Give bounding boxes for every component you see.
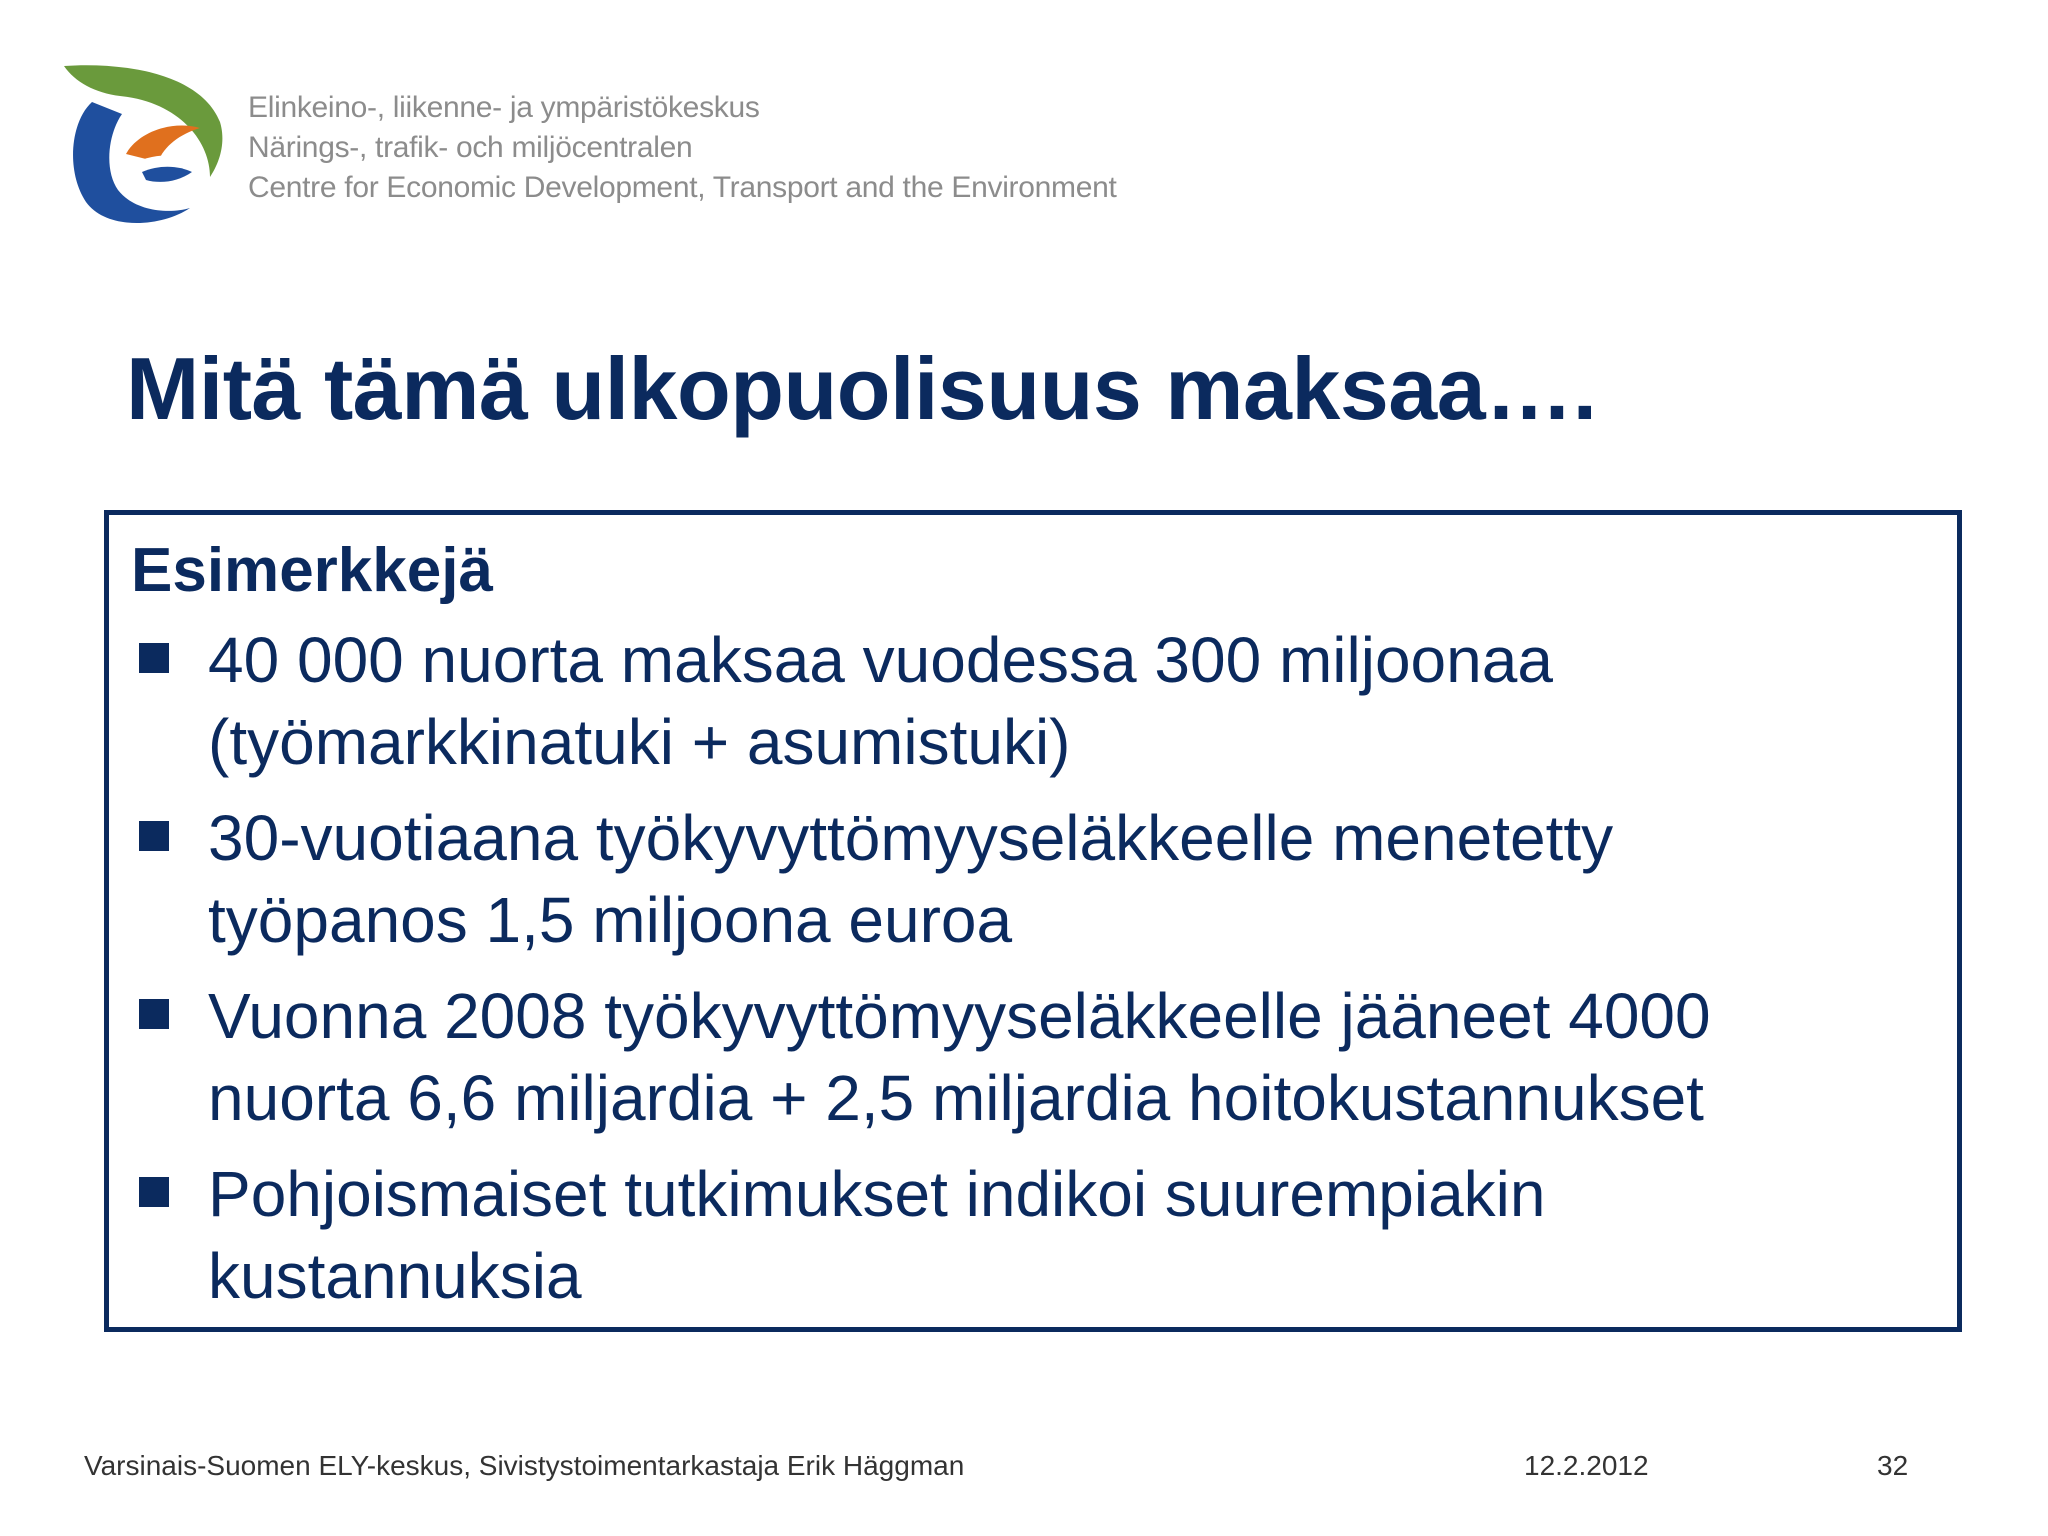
bullet-text-line: 40 000 nuorta maksaa vuodessa 300 miljoonaa bbox=[208, 624, 1553, 696]
slide-title: Mitä tämä ulkopuolisuus maksaa…. bbox=[126, 339, 1597, 438]
org-name-finnish: Elinkeino-, liikenne- ja ympäristökeskus bbox=[248, 91, 760, 124]
bullet-text-line: Pohjoismaiset tutkimukset indikoi suurempiakin bbox=[208, 1158, 1546, 1230]
bullet-text-line: Vuonna 2008 työkyvyttömyyseläkkeelle jääneet 4000 bbox=[208, 980, 1711, 1052]
square-bullet-icon bbox=[139, 821, 169, 851]
bullet-item bbox=[109, 797, 1711, 961]
square-bullet-icon bbox=[139, 999, 169, 1029]
bullet-text-line: työpanos 1,5 miljoona euroa bbox=[208, 884, 1013, 956]
organization-names bbox=[248, 88, 1117, 208]
bullet-text-line: nuorta 6,6 miljardia + 2,5 miljardia hoitokustannukset bbox=[208, 1062, 1704, 1134]
footer-author: Varsinais-Suomen ELY-keskus, Sivistystoimentarkastaja Erik Häggman bbox=[84, 1450, 965, 1481]
bullet-item bbox=[109, 619, 1711, 783]
square-bullet-icon bbox=[139, 643, 169, 673]
footer-date: 12.2.2012 bbox=[1524, 1450, 1649, 1481]
bullet-list bbox=[109, 619, 1711, 1331]
box-heading: Esimerkkejä bbox=[131, 536, 493, 605]
bullet-text-line: 30-vuotiaana työkyvyttömyyseläkkeelle menetetty bbox=[208, 802, 1614, 874]
bullet-text-line: kustannuksia bbox=[208, 1240, 582, 1312]
bullet-text-line: (työmarkkinatuki + asumistuki) bbox=[208, 706, 1071, 778]
bullet-item bbox=[109, 1153, 1711, 1317]
bullet-item bbox=[109, 975, 1711, 1139]
org-name-english: Centre for Economic Development, Transport and the Environment bbox=[248, 171, 1117, 204]
page-number: 32 bbox=[1877, 1450, 1909, 1481]
org-name-swedish: Närings-, trafik- och miljöcentralen bbox=[248, 131, 693, 164]
square-bullet-icon bbox=[139, 1177, 169, 1207]
ely-keskus-logo-icon bbox=[60, 62, 226, 226]
examples-box bbox=[104, 510, 1962, 1332]
